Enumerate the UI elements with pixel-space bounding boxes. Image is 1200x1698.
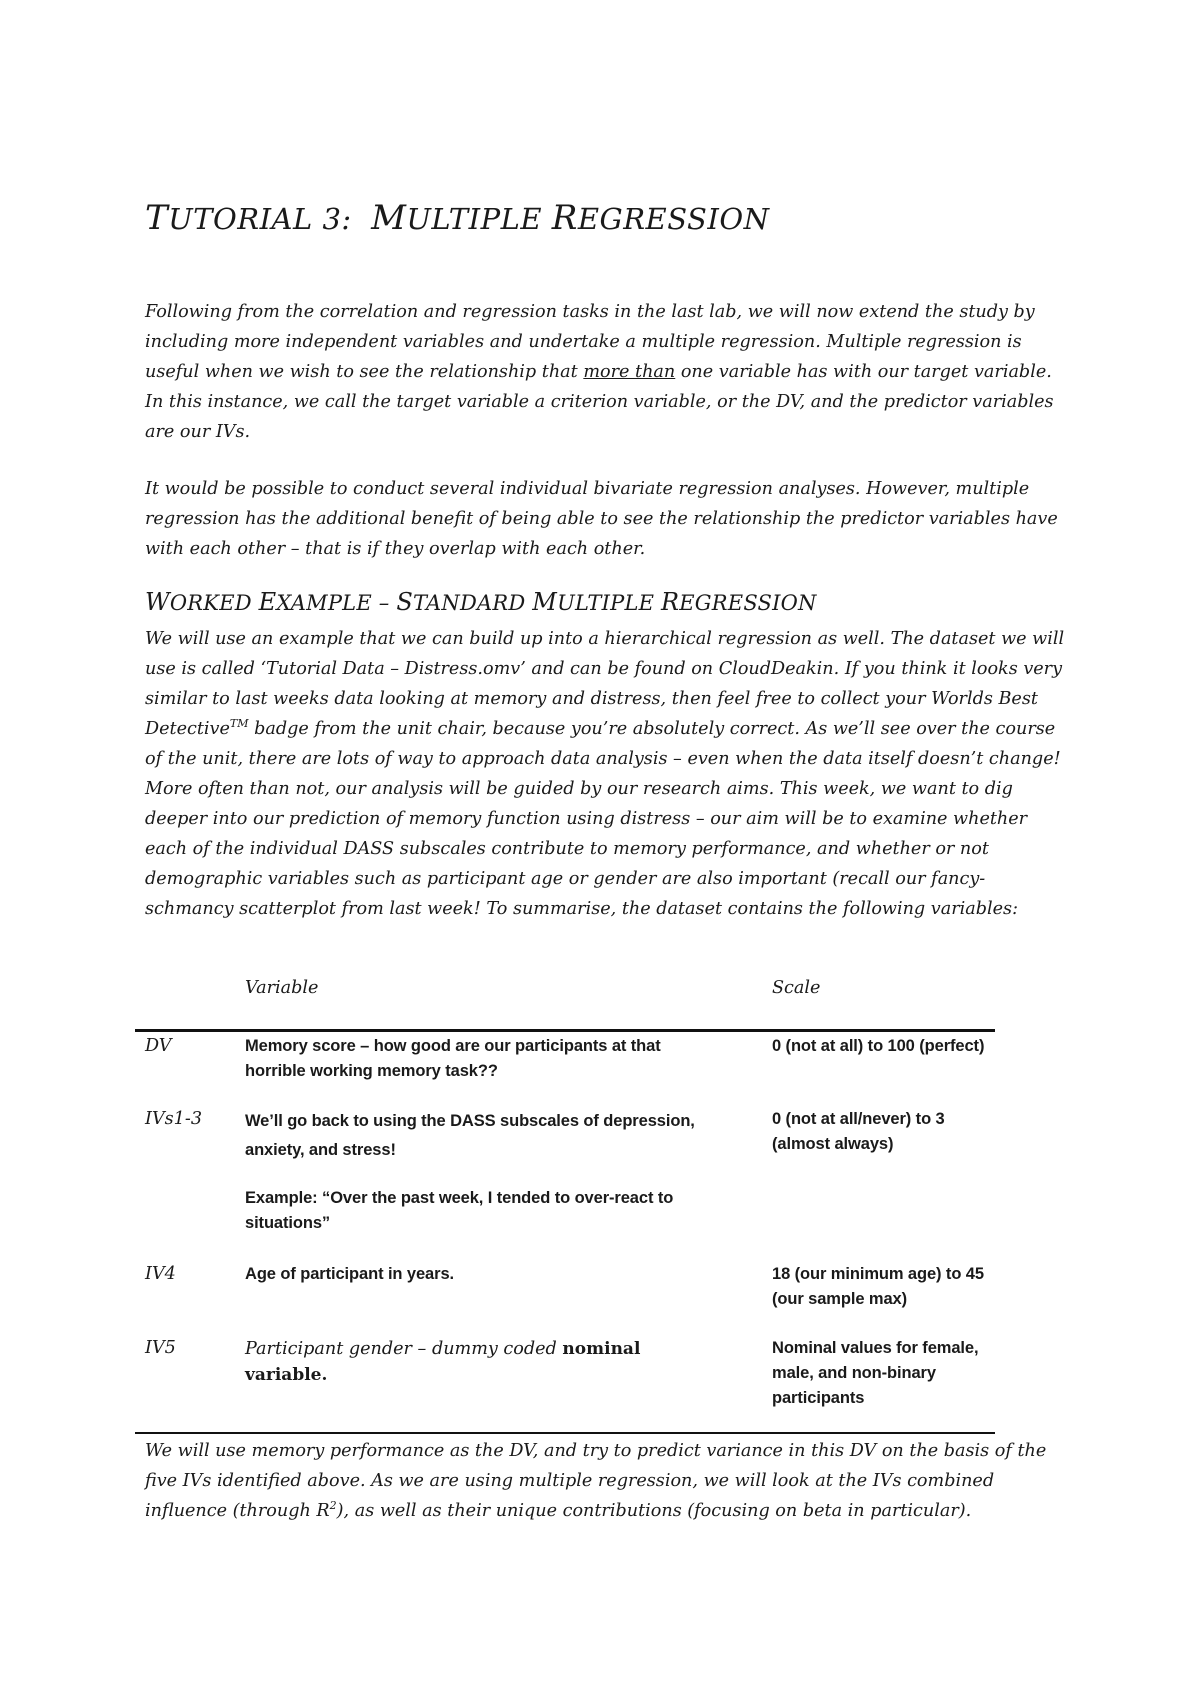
row-example: Example: “Over the past week, I tended to over-react to situations” <box>245 1189 674 1232</box>
page-title: TUTORIAL 3: MULTIPLE REGRESSION <box>145 198 770 238</box>
trademark-superscript: TM <box>229 717 249 731</box>
row-description: Participant gender – dummy coded nominal variable. <box>245 1339 641 1385</box>
row-scale: 18 (our minimum age) to 45 (our sample max) <box>772 1265 984 1308</box>
row-label: IVs1-3 <box>145 1109 203 1129</box>
table-header-scale: Scale <box>772 978 821 998</box>
underlined-text: more than <box>583 362 676 382</box>
intro-paragraph-2: It would be possible to conduct several individual bivariate regression analyses. However, multiple regression has the additional benefit of being able to see the relationship the predictor variables have with each other – that is if they overlap with each other. <box>145 479 1058 559</box>
row-label: IV5 <box>145 1338 176 1358</box>
table-header-variable: Variable <box>245 978 319 998</box>
row-scale: Nominal values for female, male, and non-binary participants <box>772 1339 979 1407</box>
closing-paragraph: We will use memory performance as the DV, and try to predict variance in this DV on the basis of the five IVs identified above. As we are using multiple regression, we will look at the IVs combined influence (through $R^2$), as well as their unique contributions (focusing on beta in particular). <box>145 1441 1047 1521</box>
bold-term: nominal variable. <box>245 1339 641 1385</box>
row-scale: 0 (not at all/never) to 3 (almost always) <box>772 1110 945 1153</box>
table-top-rule <box>135 1029 995 1032</box>
table-bottom-rule <box>135 1432 995 1434</box>
row-label: DV <box>145 1036 172 1056</box>
intro-paragraph-1: Following from the correlation and regression tasks in the last lab, we will now extend the study by including more independent variables and undertake a multiple regression. Multiple regression is useful when we wish to see the relationship that more than one variable has with our target variable. In this instance, we call the target variable a criterion variable, or the DV, and the predictor variables are our IVs. <box>145 302 1054 442</box>
worked-example-paragraph: We will use an example that we can build up into a hierarchical regression as well. The dataset we will use is called ‘Tutorial Data – Distress.omv’ and can be found on CloudDeakin. If you think it looks very similar to last weeks data looking at memory and distress, then feel free to collect your Worlds Best Detective™ badge from the unit chair, because you’re absolutely correct. As we’ll see over the course of the unit, there are lots of way to approach data analysis – even when the data itself doesn’t change! More often than not, our analysis will be guided by our research aims. This week, we want to dig deeper into our prediction of memory function using distress – our aim will be to examine whether each of the individual DASS subscales contribute to memory performance, and whether or not demographic variables such as participant age or gender are also important (recall our fancy-schmancy scatterplot from last week! To summarise, the dataset contains the following variables: <box>145 629 1065 919</box>
row-description: We’ll go back to using the DASS subscales of depression, anxiety, and stress! <box>245 1112 695 1159</box>
row-description: Memory score – how good are our participants at that horrible working memory task?? <box>245 1037 661 1080</box>
section-heading: WORKED EXAMPLE – STANDARD MULTIPLE REGRESSION <box>145 588 817 616</box>
row-description: Age of participant in years. <box>245 1265 455 1283</box>
row-scale: 0 (not at all) to 100 (perfect) <box>772 1037 985 1055</box>
r-squared-superscript: 2 <box>329 1499 337 1513</box>
row-label: IV4 <box>145 1264 176 1284</box>
